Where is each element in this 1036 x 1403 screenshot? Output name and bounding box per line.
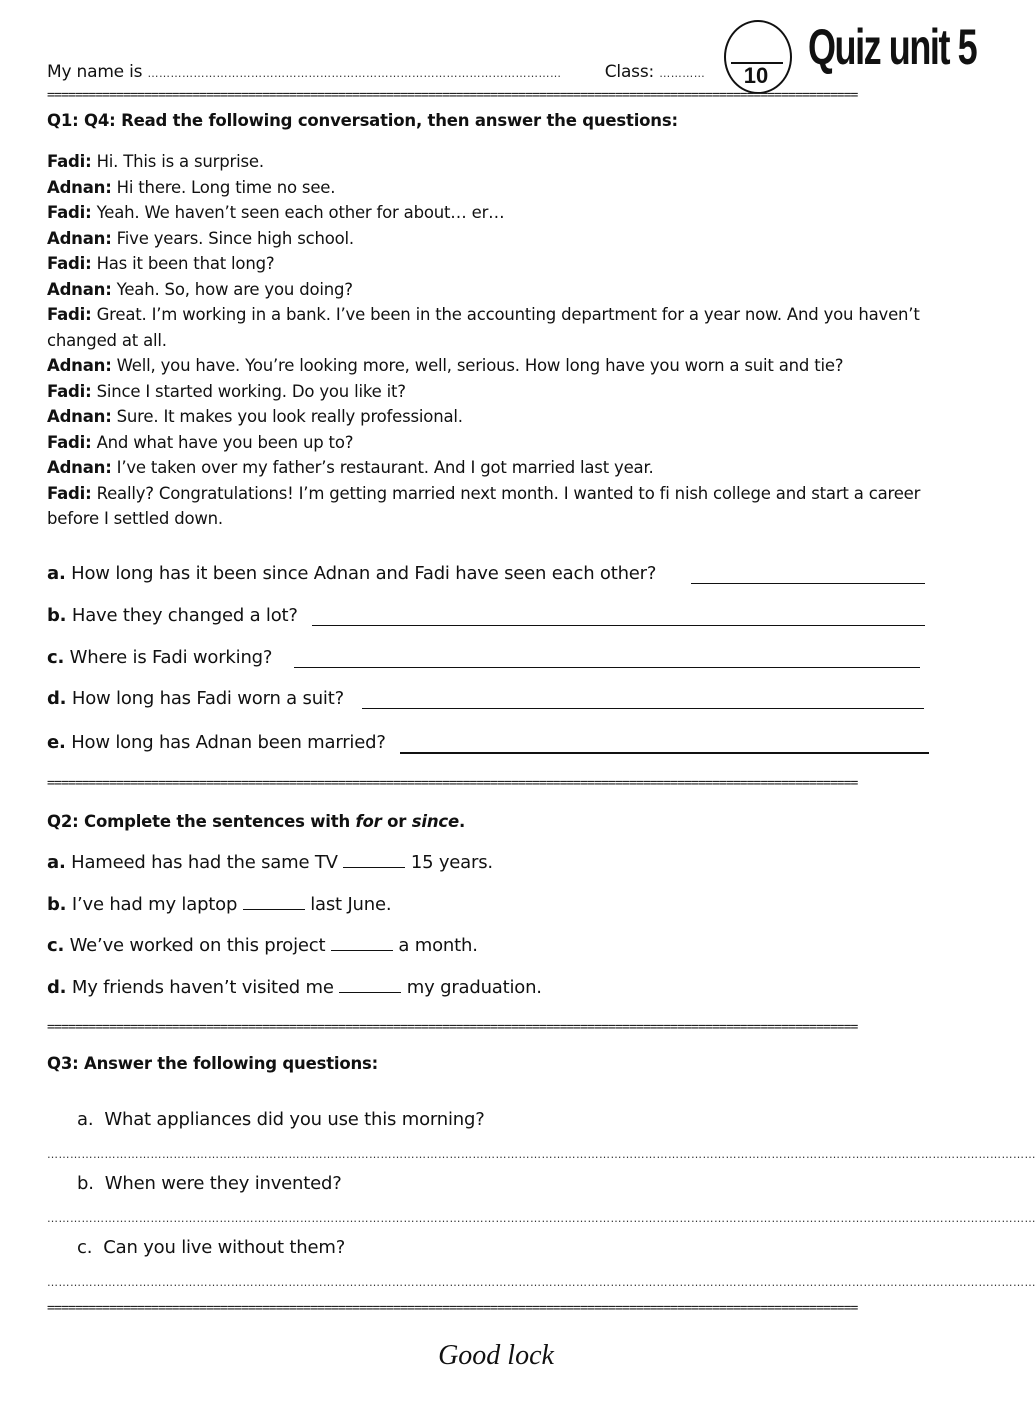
conversation-line: Adnan: I’ve taken over my father’s restaurant. And I got married last year. [47,458,654,477]
answer-line-a[interactable] [691,583,925,584]
q3-item-b: b. When were they invented? [77,1173,342,1194]
answer-line-e[interactable] [400,752,929,754]
q3-item-c: c. Can you live without them? [77,1237,346,1258]
conversation-line: Fadi: Yeah. We haven’t seen each other for about… er… [47,203,505,222]
q1-question-b: b. Have they changed a lot? [47,605,298,626]
blank-b[interactable] [243,895,305,910]
q3-item-a: a. What appliances did you use this morning? [77,1109,485,1130]
conversation-line: Fadi: Great. I’m working in a bank. I’ve been in the accounting department for a year now. And you haven’t changed at all. [47,305,920,350]
conversation-line: Fadi: And what have you been up to? [47,432,354,452]
q1-question-c: c. Where is Fadi working? [47,647,273,668]
conversation-line: Adnan: Yeah. So, how are you doing? [47,279,353,299]
conversation-line: Fadi: Has it been that long? [47,254,275,273]
q3-title: Q3: Answer the following questions: [47,1054,379,1073]
conversation-line: Adnan: Hi there. Long time no see. [47,177,336,197]
answer-dots-c[interactable]: …………………………………………………………………………………………………………………………………………………………………………………………………………………………………… [47,1276,1036,1289]
q2-title: Q2: Complete the sentences with for or since. [47,812,466,831]
blank-a[interactable] [343,853,405,868]
q2-item-b: b. I’ve had my laptop last June. [47,894,392,915]
q1-question-d: d. How long has Fadi worn a suit? [47,688,344,709]
answer-dots-b[interactable]: …………………………………………………………………………………………………………………………………………………………………………………………………………………………………… [47,1212,1036,1225]
q2-item-a: a. Hameed has had the same TV 15 years. [47,852,493,873]
name-field[interactable]: ……………………………………………………………………………………………… [147,67,562,80]
conversation-line: Adnan: Five years. Since high school. [47,228,354,248]
separator-q1: ===================================================================================================================== [47,776,858,791]
answer-line-d[interactable] [362,708,924,709]
name-label-text: My name is [47,62,143,82]
class-field[interactable]: ………… [659,67,706,80]
blank-c[interactable] [331,936,393,951]
conversation-line: Fadi: Since I started working. Do you like it? [47,381,406,401]
separator-top: ===================================================================================================================== [47,88,858,103]
answer-line-c[interactable] [294,667,920,668]
blank-d[interactable] [339,978,401,993]
conversation [47,149,937,532]
name-label [47,62,709,82]
q1-question-e: e. How long has Adnan been married? [47,732,386,753]
conversation-line: Fadi: Hi. This is a surprise. [47,152,264,171]
q1-title: Q1: Q4: Read the following conversation, then answer the questions: [47,111,678,130]
q2-item-c: c. We’ve worked on this project a month. [47,935,478,956]
class-label: Class: [604,62,655,82]
quiz-title: Quiz unit 5 [808,19,977,75]
separator-q2: ===================================================================================================================== [47,1020,858,1035]
conversation-line: Adnan: Sure. It makes you look really professional. [47,407,463,426]
footer-message: Good lock [438,1340,554,1371]
q2-item-d: d. My friends haven’t visited me my graduation. [47,977,542,998]
separator-q3: ===================================================================================================================== [47,1301,858,1316]
answer-line-b[interactable] [312,625,925,626]
answer-dots-a[interactable]: …………………………………………………………………………………………………………………………………………………………………………………………………………………………………… [47,1148,1036,1161]
conversation-line: Fadi: Really? Congratulations! I’m getting married next month. I wanted to fi nish college and start a career before I settled down. [47,483,921,528]
conversation-line: Adnan: Well, you have. You’re looking more, well, serious. How long have you worn a suit and tie? [47,356,844,375]
q1-question-a: a. How long has it been since Adnan and Fadi have seen each other? [47,563,657,584]
score-value: 10 [743,63,769,88]
